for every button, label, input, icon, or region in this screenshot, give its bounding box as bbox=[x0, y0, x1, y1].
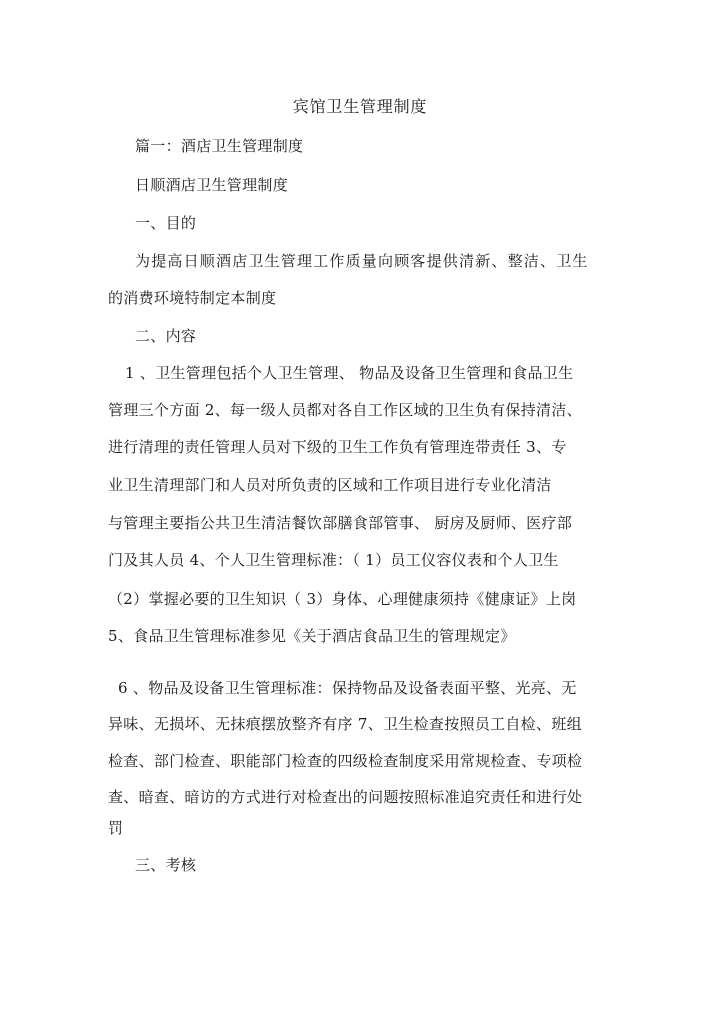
content-line: 进行清理的责任管理人员对下级的卫生工作负有管理连带责任 3、专 bbox=[108, 438, 567, 456]
content-line: 查、暗查、暗访的方式进行对检查出的问题按照标准追究责任和进行处 bbox=[108, 788, 583, 806]
section-heading-assessment: 三、考核 bbox=[135, 856, 197, 874]
page-title: 宾馆卫生管理制度 bbox=[292, 97, 428, 116]
content-line: 管理三个方面 2、每一级人员都对各自工作区域的卫生负有保持清洁、 bbox=[108, 401, 582, 419]
purpose-text-line-1: 为提高日顺酒店卫生管理工作质量向顾客提供清新、整洁、卫生 bbox=[135, 252, 589, 270]
content-line: 罚 bbox=[108, 819, 124, 837]
content-line: 业卫生清理部门和人员对所负责的区域和工作项目进行专业化清洁 bbox=[108, 476, 552, 494]
content-line: 与管理主要指公共卫生清洁餐饮部膳食部管事、 厨房及厨师、医疗部 bbox=[108, 514, 573, 532]
purpose-text-line-2: 的消费环境特制定本制度 bbox=[108, 289, 277, 307]
content-line: 1 、卫生管理包括个人卫生管理、 物品及设备卫生管理和食品卫生 bbox=[125, 364, 574, 382]
content-line: 6 、物品及设备卫生管理标准：保持物品及设备表面平整、光亮、无 bbox=[118, 679, 577, 697]
section-heading-content: 二、内容 bbox=[135, 327, 197, 345]
content-line: （2）掌握必要的卫生知识（ 3）身体、心理健康须持《健康证》上岗 bbox=[108, 590, 577, 608]
section-heading-purpose: 一、目的 bbox=[135, 214, 197, 232]
content-line: 异味、无损坏、无抹痕摆放整齐有序 7、卫生检查按照员工自检、班组 bbox=[108, 715, 582, 733]
content-line: 5、食品卫生管理标准参见《关于酒店食品卫生的管理规定》 bbox=[108, 627, 516, 645]
content-line: 检查、部门检查、职能部门检查的四级检查制度采用常规检查、专项检 bbox=[108, 752, 583, 770]
org-heading: 日顺酒店卫生管理制度 bbox=[135, 176, 289, 194]
subtitle: 篇一：酒店卫生管理制度 bbox=[135, 137, 304, 155]
content-line: 门及其人员 4、个人卫生管理标准：（ 1）员工仪容仪表和个人卫生 bbox=[108, 551, 559, 569]
